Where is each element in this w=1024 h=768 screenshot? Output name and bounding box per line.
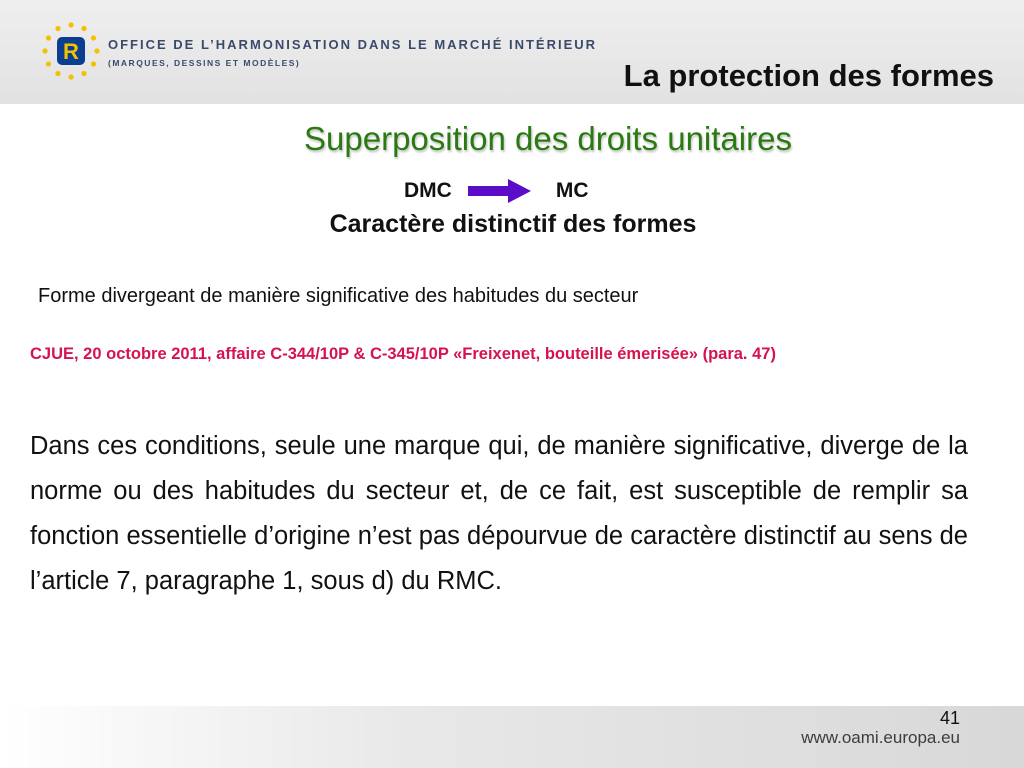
quote-paragraph: Dans ces conditions, seule une marque qui, de manière significative, diverge de la norme ou des habitudes du secteur et, de ce fait, est susceptible de remplir sa fonction essentielle d’origine n’est pas dépourvue de caractère distinctif au sens de l’article 7, paragraphe 1, sous d) du RMC. bbox=[30, 432, 968, 595]
logo-letter: R bbox=[63, 39, 79, 64]
case-reference: CJUE, 20 octobre 2011, affaire C-344/10P & C-345/10P «Freixenet, bouteille émerisée» (para. 47) bbox=[30, 345, 776, 363]
organization-name bbox=[108, 37, 597, 68]
oami-eu-stars-logo-icon bbox=[40, 20, 102, 82]
organization-name-line2: (MARQUES, DESSINS ET MODÈLES) bbox=[108, 58, 301, 68]
dmc-to-mc-row bbox=[404, 178, 589, 204]
to-label: MC bbox=[555, 179, 589, 202]
forme-statement: Forme divergeant de manière significative des habitudes du secteur bbox=[38, 285, 639, 307]
right-arrow-icon bbox=[468, 178, 532, 204]
slide-section-title: La protection des formes bbox=[623, 58, 994, 93]
slide-subtitle: Superposition des droits unitaires bbox=[304, 120, 792, 157]
slide-header bbox=[0, 0, 1024, 104]
organization-name-line1: OFFICE DE L’HARMONISATION DANS LE MARCHÉ INTÉRIEUR bbox=[108, 37, 598, 52]
from-label: DMC bbox=[404, 179, 452, 202]
page-number: 41 bbox=[939, 708, 960, 728]
website-url: www.oami.europa.eu bbox=[801, 728, 960, 747]
slide-heading: Caractère distinctif des formes bbox=[329, 210, 697, 238]
